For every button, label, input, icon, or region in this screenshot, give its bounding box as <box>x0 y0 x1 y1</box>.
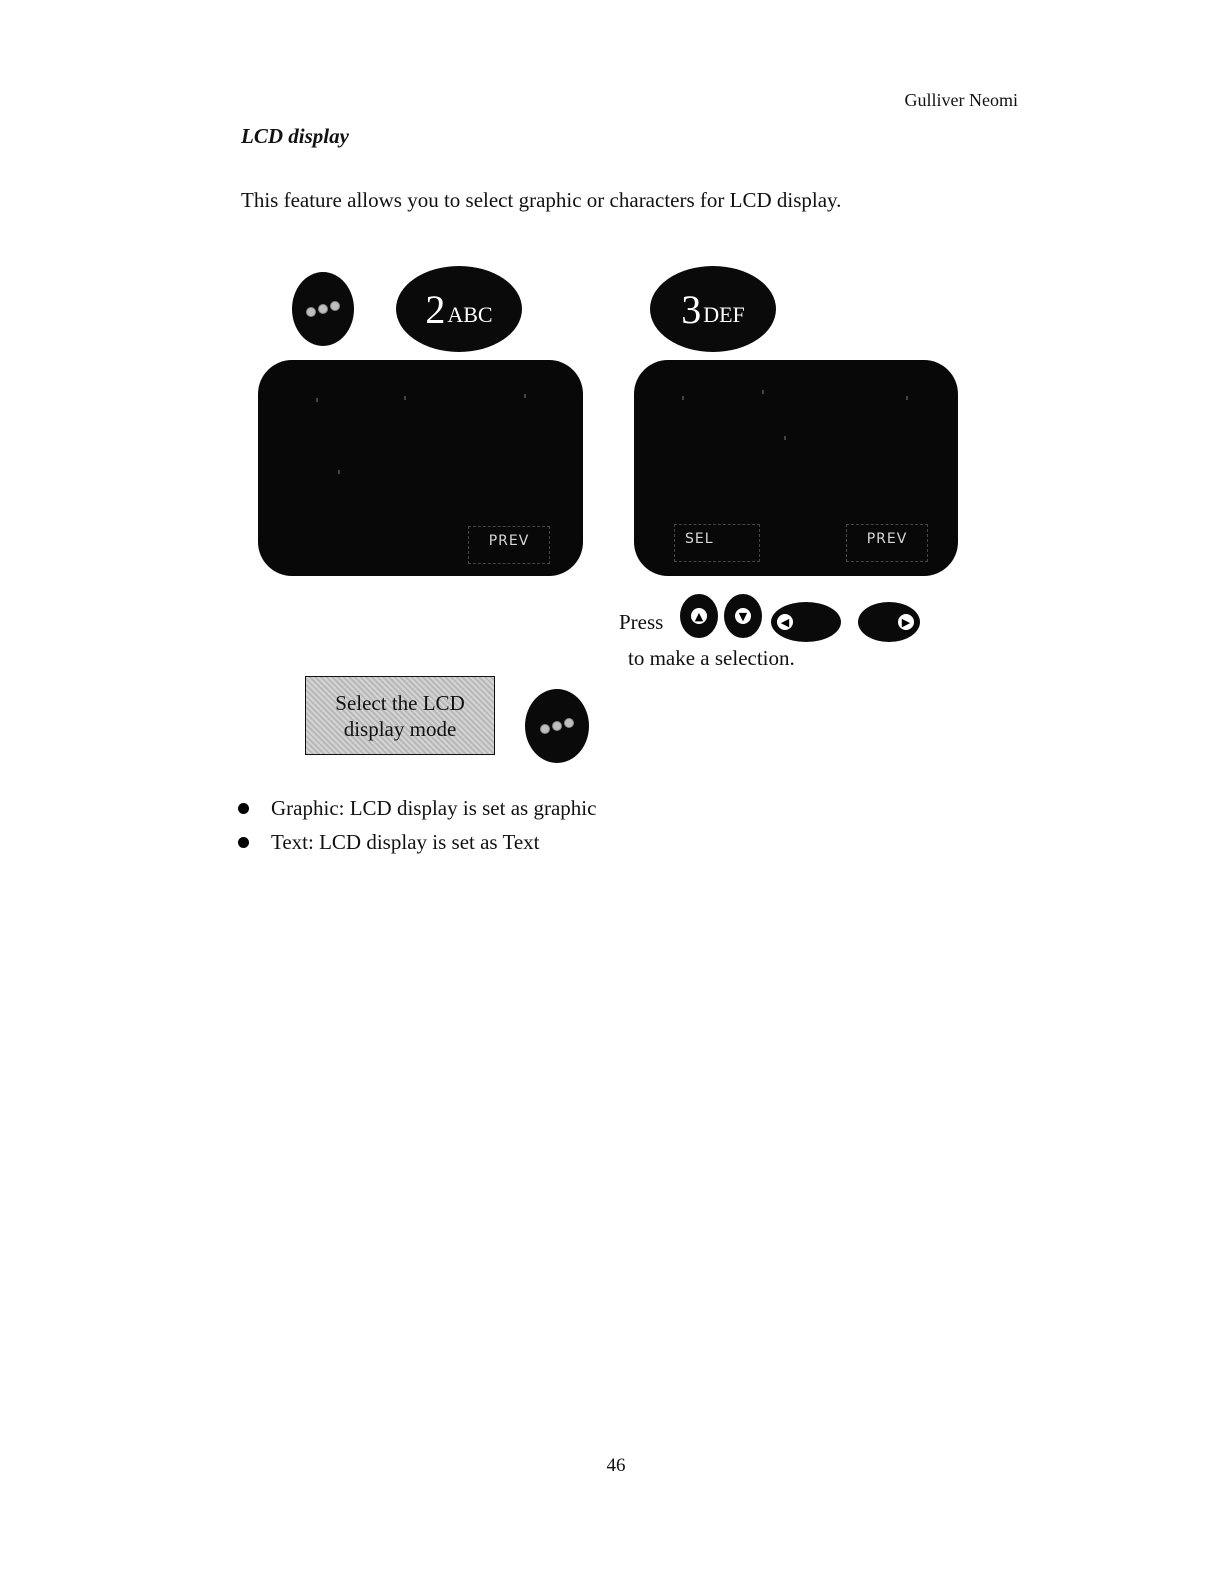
key-2-abc-icon <box>396 266 522 352</box>
list-item-text: Graphic: LCD display is set as graphic <box>271 796 597 820</box>
bullet-icon <box>238 803 249 814</box>
lcd-pixel-speck <box>524 394 526 398</box>
lcd-pixel-speck <box>404 396 406 400</box>
option-list <box>238 796 596 864</box>
up-arrow-key-icon: ▲ <box>680 594 718 638</box>
key-digit: 3 <box>681 286 702 332</box>
page-number: 46 <box>606 1455 626 1476</box>
menu-prompt-box <box>305 676 495 755</box>
menu-key-icon <box>525 689 589 763</box>
softkey-select: SEL <box>674 524 760 562</box>
list-item <box>238 830 596 855</box>
softkey-prev: PREV <box>468 526 550 564</box>
lcd-pixel-speck <box>682 396 684 400</box>
key-digit: 2 <box>425 286 446 332</box>
section-title: LCD display <box>241 124 349 148</box>
running-header: Gulliver Neomi <box>904 90 1018 110</box>
selection-instruction: to make a selection. <box>628 646 795 670</box>
left-arrow-key-icon: ◀ <box>771 602 841 642</box>
key-letters: DEF <box>703 302 745 327</box>
list-item <box>238 796 596 821</box>
intro-paragraph: This feature allows you to select graphic or characters for LCD display. <box>241 188 842 212</box>
bullet-icon <box>238 837 249 848</box>
lcd-pixel-speck <box>762 390 764 394</box>
key-3-def-icon <box>650 266 776 352</box>
lcd-pixel-speck <box>316 398 318 402</box>
list-item-text: Text: LCD display is set as Text <box>271 830 540 854</box>
menu-prompt-line1: Select the LCD <box>335 690 465 715</box>
softkey-prev: PREV <box>846 524 928 562</box>
right-arrow-key-icon: ▶ <box>858 602 920 642</box>
key-letters: ABC <box>447 302 493 327</box>
lcd-screen-text <box>634 360 958 576</box>
menu-key-icon <box>292 272 354 346</box>
lcd-pixel-speck <box>784 436 786 440</box>
lcd-pixel-speck <box>338 470 340 474</box>
lcd-screen-graphic <box>258 360 583 576</box>
lcd-pixel-speck <box>906 396 908 400</box>
press-label: Press <box>619 610 664 634</box>
menu-prompt-line2: display mode <box>343 716 457 741</box>
down-arrow-key-icon: ▼ <box>724 594 762 638</box>
